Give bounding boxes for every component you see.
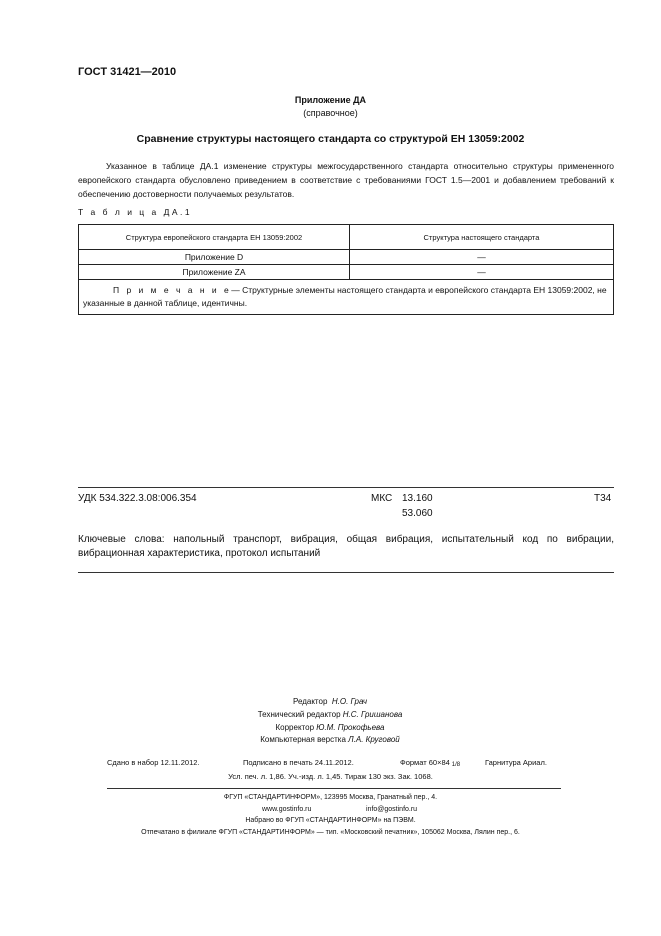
footer-divider xyxy=(107,788,561,789)
credit-name: Л.А. Круговой xyxy=(348,735,400,744)
table-cell: Приложение ZA xyxy=(79,265,350,280)
table-note xyxy=(79,280,614,315)
credit-tech-editor xyxy=(180,710,480,719)
appendix-subtitle: (справочное) xyxy=(303,108,358,118)
column-header-current: Структура настоящего стандарта xyxy=(350,225,614,250)
body-paragraph: Указанное в таблице ДА.1 изменение структуры межгосударственного стандарта относительно структуры примененного европейского стандарта обусловлено приведением в соответствие с требованиями ГОСТ 1.5—2001 и добавлением требований к обеспечению достоверности получаемых результатов. xyxy=(78,161,614,199)
print-typeface: Гарнитура Ариал. xyxy=(485,758,547,767)
udk-code: УДК 534.322.3.08:006.354 xyxy=(78,493,197,504)
appendix-title: Приложение ДА xyxy=(294,95,367,105)
table-note-row xyxy=(79,280,614,315)
table-cell: Приложение D xyxy=(79,250,350,265)
credit-name: Н.С. Гришанова xyxy=(342,710,403,719)
credit-layout xyxy=(180,735,480,744)
print-signed: Подписано в печать 24.11.2012. xyxy=(243,758,354,767)
credit-corrector xyxy=(180,723,480,732)
note-text: — Структурные элементы настоящего стандарта и европейского стандарта ЕН 13059:2002, не указанные в данной таблице, идентичны. xyxy=(83,285,607,308)
credit-label: Корректор xyxy=(275,723,315,732)
mks-label: МКС xyxy=(371,493,393,504)
format-text: Формат 60×84 xyxy=(400,758,450,767)
credit-label: Редактор xyxy=(292,697,328,706)
credit-editor xyxy=(230,697,430,706)
mks-value: 13.160 xyxy=(402,493,433,504)
credit-label: Технический редактор xyxy=(257,710,341,719)
format-fraction: 1/8 xyxy=(451,762,461,768)
divider-top xyxy=(78,487,614,488)
table-caption: Т а б л и ц а ДА.1 xyxy=(78,207,193,217)
section-heading: Сравнение структуры настоящего стандарта со структурой ЕН 13059:2002 xyxy=(136,133,525,145)
table-row xyxy=(79,250,614,265)
table-cell: — xyxy=(350,250,614,265)
print-format xyxy=(400,758,460,768)
typeset-info: Набрано во ФГУП «СТАНДАРТИНФОРМ» на ПЭВМ. xyxy=(245,817,416,824)
comparison-table xyxy=(78,224,614,315)
publisher-address: ФГУП «СТАНДАРТИНФОРМ», 123995 Москва, Гранатный пер., 4. xyxy=(223,794,438,801)
mks-value: 53.060 xyxy=(402,508,433,519)
column-header-european: Структура европейского стандарта ЕН 13059:2002 xyxy=(79,225,350,250)
table-row xyxy=(79,265,614,280)
credit-name: Ю.М. Прокофьева xyxy=(316,723,385,732)
credit-label: Компьютерная верстка xyxy=(260,735,346,744)
note-label: П р и м е ч а н и е xyxy=(113,285,232,295)
printed-info: Отпечатано в филиале ФГУП «СТАНДАРТИНФОРМ» — тип. «Московский печатник», 105062 Москва, Лялин пер., 6. xyxy=(141,829,520,836)
keywords: Ключевые слова: напольный транспорт, вибрация, общая вибрация, испытательный код по вибрации, вибрационная характеристика, протокол испытаний xyxy=(78,534,614,559)
table-header-row xyxy=(79,225,614,250)
print-details: Усл. печ. л. 1,86. Уч.-изд. л. 1,45. Тираж 130 экз. Зак. 1068. xyxy=(228,772,433,781)
divider-bottom xyxy=(78,572,614,573)
publisher-website: www.gostinfo.ru xyxy=(262,806,312,813)
credit-name: Н.О. Грач xyxy=(331,697,368,706)
table-cell: — xyxy=(350,265,614,280)
classification-code: Т34 xyxy=(594,493,612,504)
print-submitted: Сдано в набор 12.11.2012. xyxy=(107,758,200,767)
document-number: ГОСТ 31421—2010 xyxy=(78,66,177,78)
publisher-email: info@gostinfo.ru xyxy=(366,806,418,813)
